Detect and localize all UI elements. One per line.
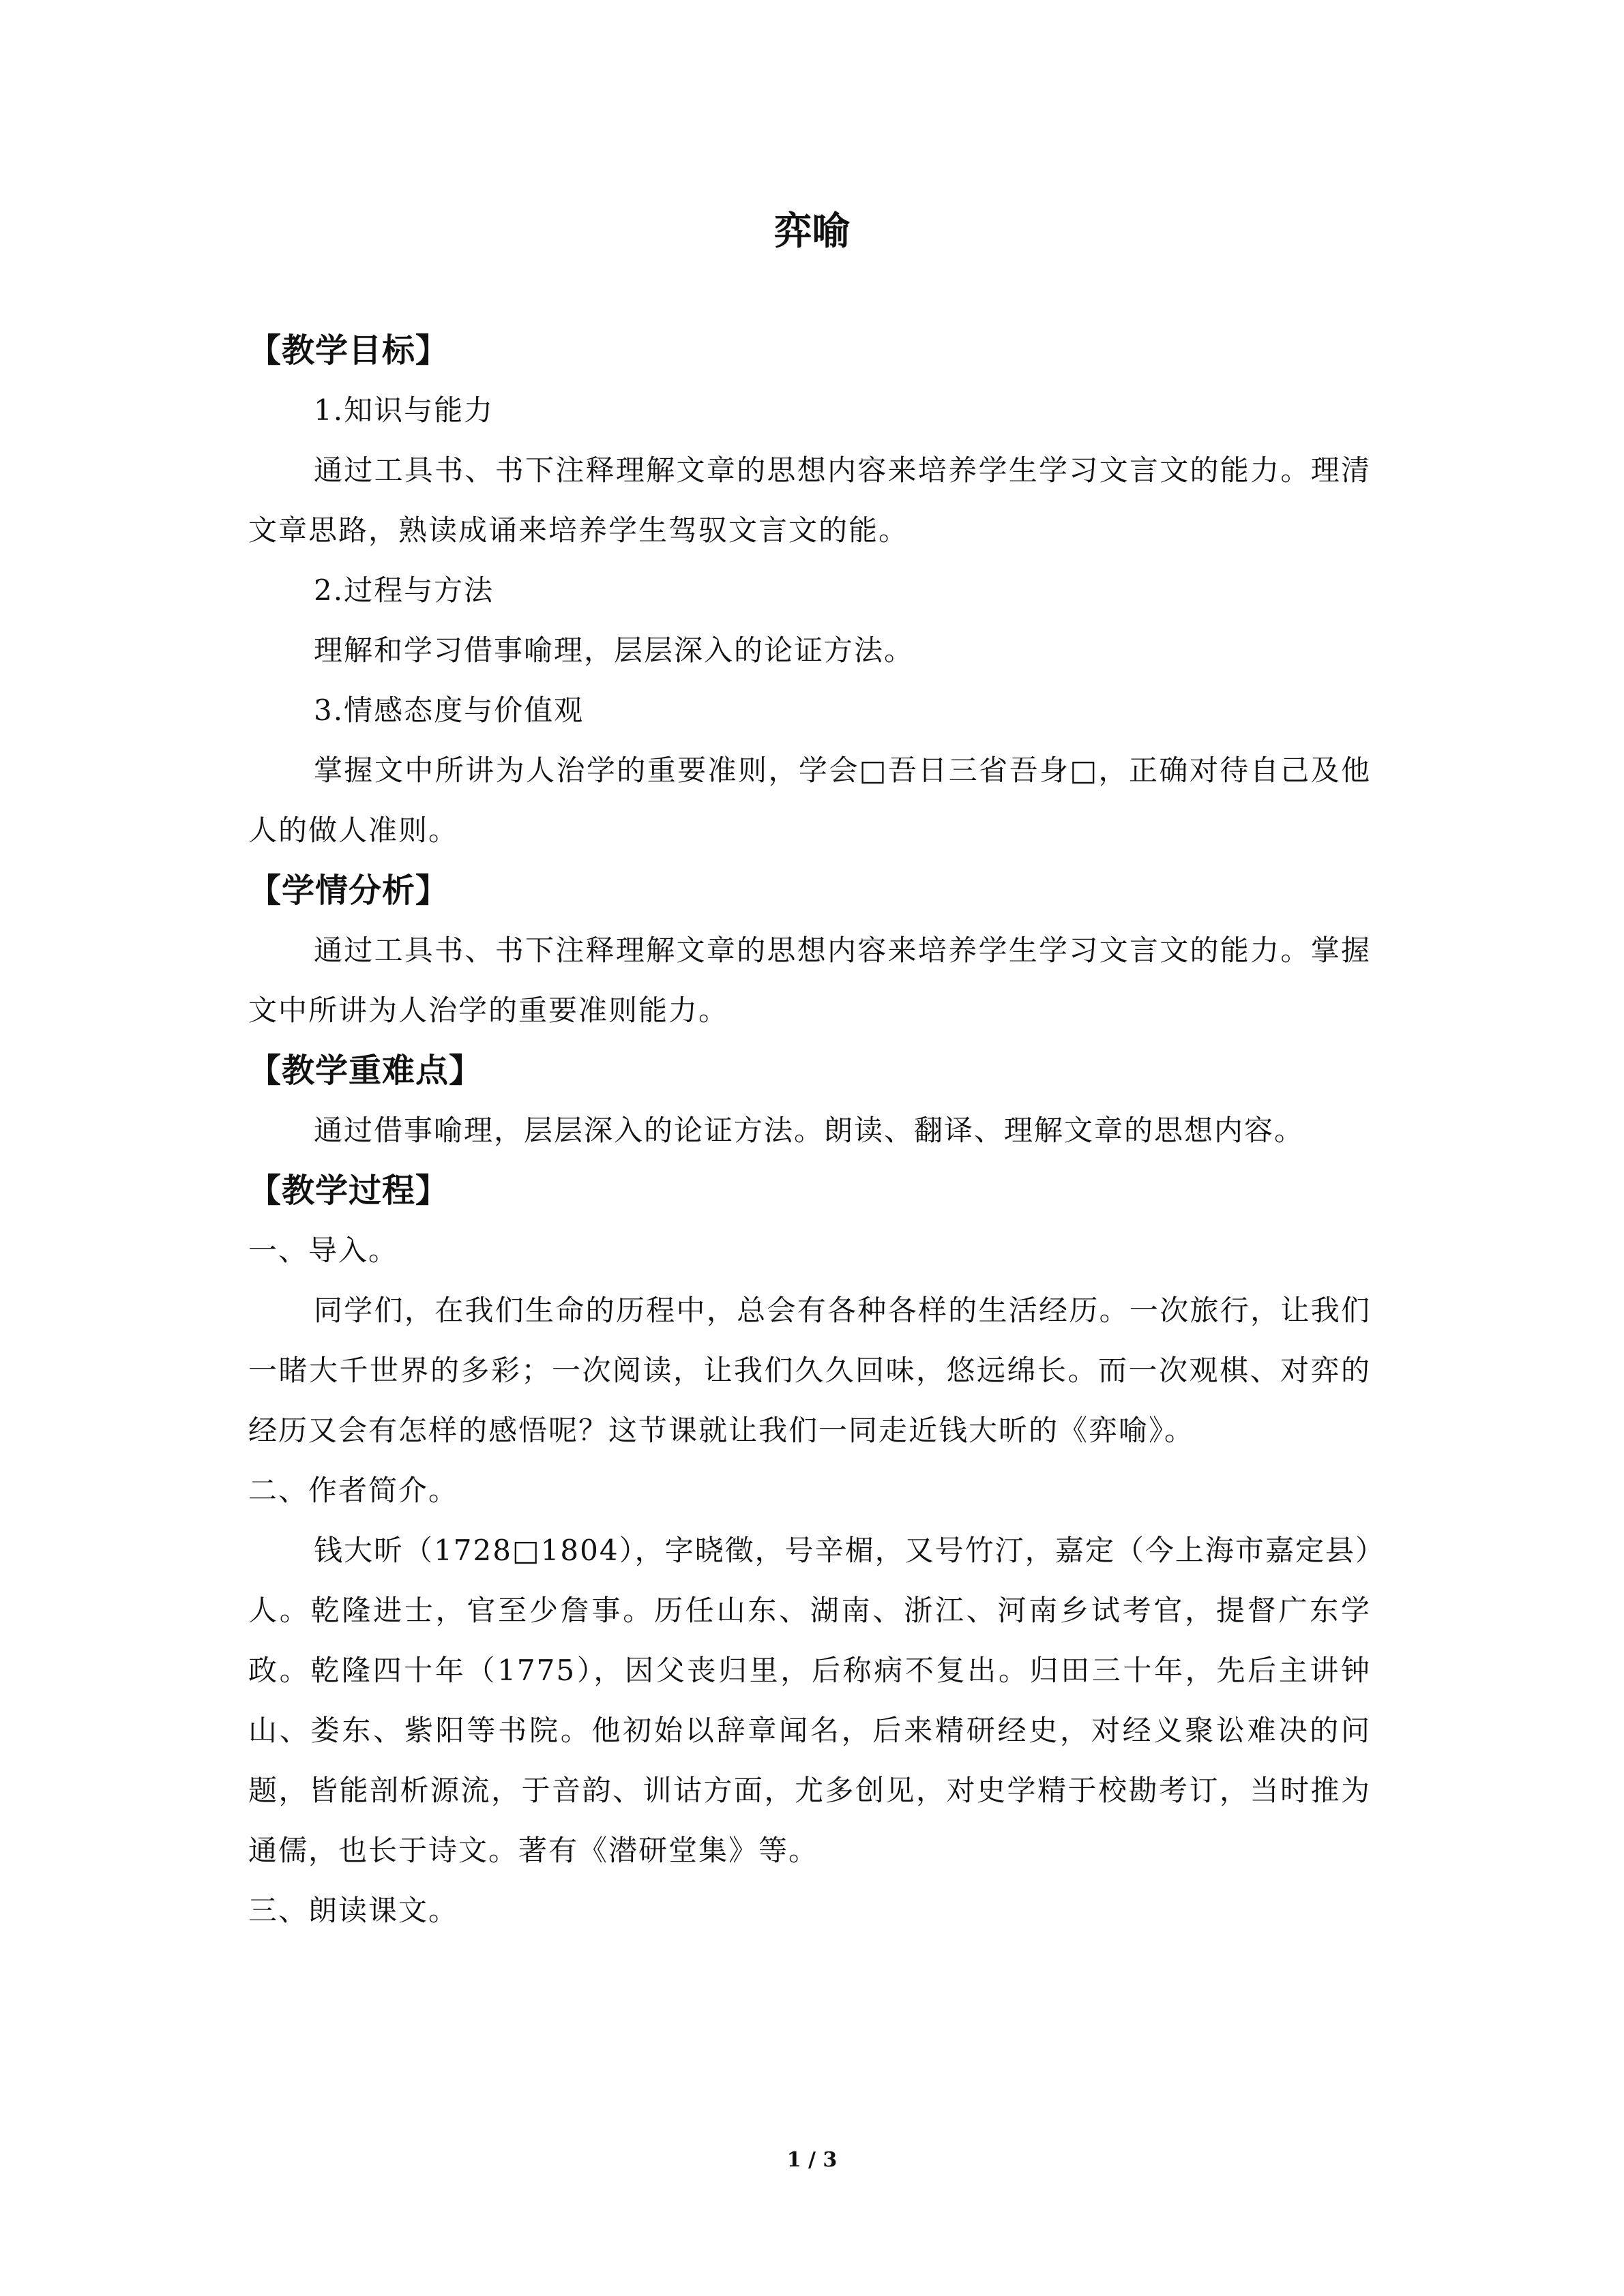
page-number: 1 / 3 <box>786 2148 838 2172</box>
step-introduction: 一、导入。 <box>248 1234 399 1267</box>
heading-process: 【教学过程】 <box>248 1172 449 1210</box>
subheading-method: 2.过程与方法 <box>314 573 494 607</box>
subheading-knowledge: 1.知识与能力 <box>314 393 494 427</box>
subheading-attitude: 3.情感态度与价值观 <box>314 694 585 727</box>
heading-analysis: 【学情分析】 <box>248 871 449 910</box>
paragraph-author: 钱大昕（1728□1804），字晓徵，号辛楣，又号竹汀，嘉定（今上海市嘉定县）人。乾隆进士，官至少詹事。历任山东、湖南、浙江、河南乡试考官，提督广东学政。乾隆四十年（1775），因父丧归里，后称病不复出。归田三十年，先后主讲钟山、娄东、紫阳等书院。他初始以辞章闻名，后来精研经史，对经义聚讼难决的问题，皆能剖析源流，于音韵、训诂方面，尤多创见，对史学精于校勘考订，当时推为通儒，也长于诗文。著有《潜研堂集》等。 <box>248 1534 1371 1867</box>
paragraph-introduction: 同学们，在我们生命的历程中，总会有各种各样的生活经历。一次旅行，让我们一睹大千世界的多彩；一次阅读，让我们久久回味，悠远绵长。而一次观棋、对弈的经历又会有怎样的感悟呢？这节课就让我们一同走近钱大昕的《弈喻》。 <box>248 1294 1371 1447</box>
step-reading: 三、朗读课文。 <box>248 1894 459 1927</box>
heading-objectives: 【教学目标】 <box>248 331 449 370</box>
paragraph-method: 理解和学习借事喻理，层层深入的论证方法。 <box>314 633 915 667</box>
document-body <box>248 320 1371 1941</box>
page-title: 弈喻 <box>773 209 851 254</box>
paragraph-analysis: 通过工具书、书下注释理解文章的思想内容来培养学生学习文言文的能力。掌握文中所讲为人治学的重要准则能力。 <box>248 934 1371 1027</box>
paragraph-knowledge: 通过工具书、书下注释理解文章的思想内容来培养学生学习文言文的能力。理清文章思路，熟读成诵来培养学生驾驭文言文的能。 <box>248 453 1371 547</box>
heading-keypoints: 【教学重难点】 <box>248 1052 483 1090</box>
paragraph-attitude: 掌握文中所讲为人治学的重要准则，学会□吾日三省吾身□，正确对待自己及他人的做人准则。 <box>248 754 1371 847</box>
step-author: 二、作者简介。 <box>248 1474 459 1507</box>
paragraph-keypoints: 通过借事喻理，层层深入的论证方法。朗读、翻译、理解文章的思想内容。 <box>314 1114 1305 1147</box>
